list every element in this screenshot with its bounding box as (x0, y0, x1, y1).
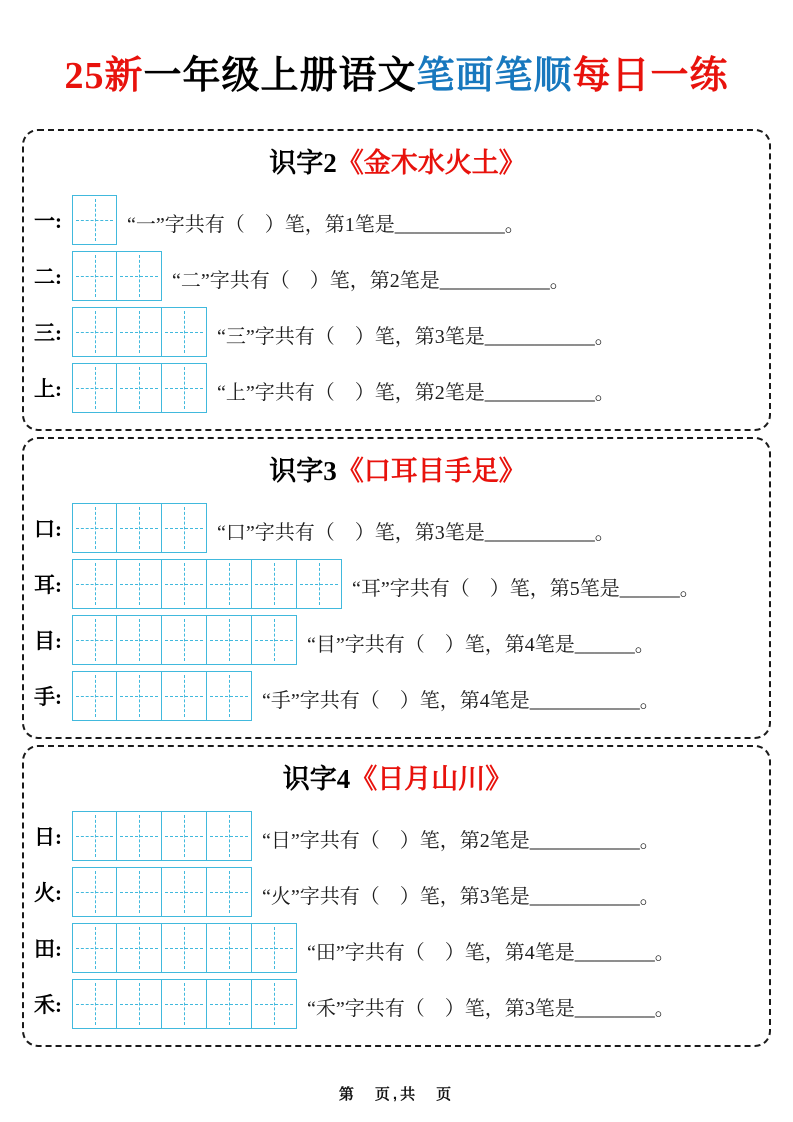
character-label: 目: (34, 629, 62, 653)
practice-grid-cell (297, 559, 342, 609)
practice-grid-cell (207, 811, 252, 861)
section-heading-label: 识字2 (269, 148, 337, 178)
stroke-grid (72, 307, 207, 357)
practice-row (34, 615, 761, 665)
practice-grid-cell (162, 867, 207, 917)
character-label: 手: (34, 685, 62, 709)
section-heading-title: 《日月山川》 (350, 764, 513, 794)
practice-grid-cell (72, 503, 117, 553)
character-label: 田: (34, 937, 62, 961)
practice-grid-cell (117, 363, 162, 413)
practice-grid-cell (72, 559, 117, 609)
section-heading-title: 《口耳目手足》 (336, 456, 526, 486)
practice-row (34, 195, 761, 245)
practice-grid-cell (72, 307, 117, 357)
practice-row (34, 811, 761, 861)
practice-grid-cell (252, 923, 297, 973)
question-text: “耳”字共有（ ）笔，第5笔是______。 (352, 578, 700, 600)
practice-grid-cell (207, 979, 252, 1029)
stroke-grid (72, 867, 252, 917)
practice-grid-cell (117, 615, 162, 665)
practice-grid-cell (117, 867, 162, 917)
title-part-black: 一年级上册语文 (143, 55, 417, 97)
practice-row (34, 503, 761, 553)
practice-row (34, 867, 761, 917)
title-part-blue: 笔画笔顺 (416, 55, 573, 97)
practice-row (34, 979, 761, 1029)
character-label: 三: (34, 321, 62, 345)
question-text: “手”字共有（ ）笔，第4笔是___________。 (262, 690, 660, 712)
section-heading (34, 145, 761, 181)
stroke-grid (72, 363, 207, 413)
practice-grid-cell (252, 979, 297, 1029)
practice-grid-cell (117, 503, 162, 553)
practice-row (34, 559, 761, 609)
question-text: “一”字共有（ ）笔，第1笔是___________。 (127, 214, 525, 236)
question-text: “禾”字共有（ ）笔，第3笔是________。 (307, 998, 675, 1020)
question-text: “三”字共有（ ）笔，第3笔是___________。 (217, 326, 615, 348)
practice-grid-cell (72, 811, 117, 861)
worksheet-body (22, 129, 771, 1047)
page-title (0, 0, 793, 99)
practice-grid-cell (117, 251, 162, 301)
practice-row (34, 307, 761, 357)
practice-grid-cell (72, 363, 117, 413)
character-label: 二: (34, 265, 62, 289)
question-text: “火”字共有（ ）笔，第3笔是___________。 (262, 886, 660, 908)
practice-grid-cell (207, 867, 252, 917)
practice-grid-cell (117, 307, 162, 357)
practice-row (34, 923, 761, 973)
practice-grid-cell (162, 559, 207, 609)
question-text: “田”字共有（ ）笔，第4笔是________。 (307, 942, 675, 964)
question-text: “目”字共有（ ）笔，第4笔是______。 (307, 634, 655, 656)
section-shizi-2 (22, 129, 771, 431)
practice-grid-cell (117, 923, 162, 973)
section-heading (34, 761, 761, 797)
practice-row (34, 363, 761, 413)
practice-grid-cell (162, 363, 207, 413)
practice-grid-cell (117, 811, 162, 861)
practice-grid-cell (207, 671, 252, 721)
practice-grid-cell (252, 559, 297, 609)
practice-grid-cell (117, 979, 162, 1029)
practice-grid-cell (72, 251, 117, 301)
stroke-grid (72, 251, 162, 301)
question-text: “日”字共有（ ）笔，第2笔是___________。 (262, 830, 660, 852)
practice-grid-cell (72, 867, 117, 917)
question-text: “上”字共有（ ）笔，第2笔是___________。 (217, 382, 615, 404)
section-shizi-4 (22, 745, 771, 1047)
stroke-grid (72, 811, 252, 861)
practice-grid-cell (72, 979, 117, 1029)
section-heading-label: 识字3 (269, 456, 337, 486)
practice-grid-cell (72, 615, 117, 665)
stroke-grid (72, 923, 297, 973)
practice-grid-cell (72, 671, 117, 721)
stroke-grid (72, 195, 117, 245)
character-label: 日: (34, 825, 62, 849)
character-label: 口: (34, 517, 62, 541)
stroke-grid (72, 979, 297, 1029)
section-heading-label: 识字4 (282, 764, 351, 794)
title-part-red-2: 每日一练 (572, 55, 729, 97)
practice-grid-cell (162, 615, 207, 665)
section-shizi-3 (22, 437, 771, 739)
practice-grid-cell (72, 923, 117, 973)
section-heading-title: 《金木水火土》 (336, 148, 526, 178)
stroke-grid (72, 671, 252, 721)
character-label: 上: (34, 377, 62, 401)
practice-row (34, 251, 761, 301)
character-label: 火: (34, 881, 62, 905)
page-footer: 第 页,共 页 (338, 1086, 455, 1103)
question-text: “口”字共有（ ）笔，第3笔是___________。 (217, 522, 615, 544)
character-label: 禾: (34, 993, 62, 1017)
stroke-grid (72, 503, 207, 553)
practice-grid-cell (162, 979, 207, 1029)
title-part-red-1: 25新 (64, 55, 144, 97)
character-label: 耳: (34, 573, 62, 597)
practice-grid-cell (207, 923, 252, 973)
practice-grid-cell (252, 615, 297, 665)
stroke-grid (72, 559, 342, 609)
character-label: 一: (34, 209, 62, 233)
question-text: “二”字共有（ ）笔，第2笔是___________。 (172, 270, 570, 292)
practice-grid-cell (162, 503, 207, 553)
practice-grid-cell (117, 559, 162, 609)
stroke-grid (72, 615, 297, 665)
practice-grid-cell (207, 559, 252, 609)
practice-grid-cell (162, 671, 207, 721)
practice-grid-cell (162, 307, 207, 357)
practice-row (34, 671, 761, 721)
practice-grid-cell (72, 195, 117, 245)
practice-grid-cell (207, 615, 252, 665)
section-heading (34, 453, 761, 489)
practice-grid-cell (117, 671, 162, 721)
practice-grid-cell (162, 811, 207, 861)
practice-grid-cell (162, 923, 207, 973)
